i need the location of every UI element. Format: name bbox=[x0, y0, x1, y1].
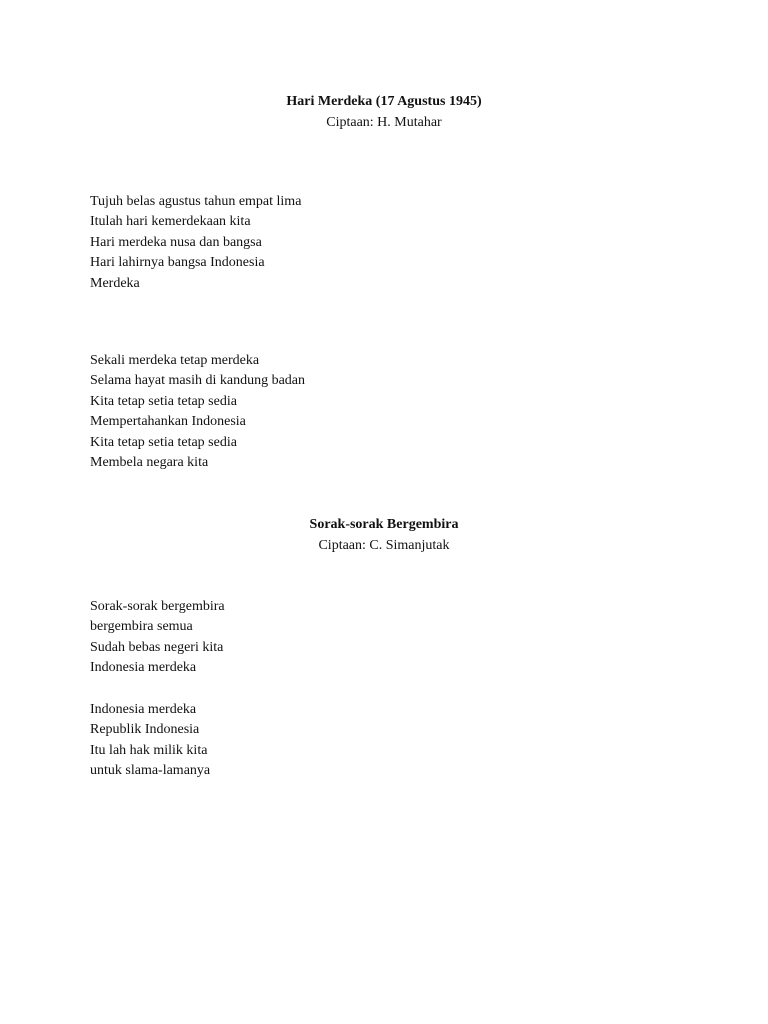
lyric-line: untuk slama-lamanya bbox=[90, 763, 211, 779]
lyric-line: Mempertahankan Indonesia bbox=[90, 414, 246, 430]
lyric-line: Republik Indonesia bbox=[90, 722, 200, 738]
lyric-line: Membela negara kita bbox=[90, 455, 209, 471]
stanza bbox=[90, 700, 690, 782]
stanza bbox=[90, 597, 690, 679]
song-author: Ciptaan: H. Mutahar bbox=[326, 115, 442, 130]
lyric-line: Selama hayat masih di kandung badan bbox=[90, 373, 305, 389]
song-author: Ciptaan: C. Simanjutak bbox=[318, 538, 450, 553]
lyric-line: Merdeka bbox=[90, 275, 140, 291]
stanza bbox=[90, 351, 690, 473]
stanza bbox=[90, 192, 690, 294]
lyric-line: Sorak-sorak bergembira bbox=[90, 599, 225, 614]
lyric-line: Hari merdeka nusa dan bangsa bbox=[90, 234, 262, 250]
lyric-line: Kita tetap setia tetap sedia bbox=[90, 434, 237, 450]
lyric-line: Tujuh belas agustus tahun empat lima bbox=[90, 194, 302, 209]
lyric-line: Indonesia merdeka bbox=[90, 660, 197, 676]
song-title: Hari Merdeka (17 Agustus 1945) bbox=[286, 94, 482, 109]
lyric-line: bergembira semua bbox=[90, 619, 193, 635]
lyric-line: Itu lah hak milik kita bbox=[90, 742, 208, 758]
lyric-line: Sekali merdeka tetap merdeka bbox=[90, 353, 260, 368]
song-title: Sorak-sorak Bergembira bbox=[309, 517, 459, 532]
lyric-line: Hari lahirnya bangsa Indonesia bbox=[90, 255, 265, 271]
lyric-line: Sudah bebas negeri kita bbox=[90, 639, 224, 655]
lyric-line: Indonesia merdeka bbox=[90, 702, 197, 717]
lyric-line: Kita tetap setia tetap sedia bbox=[90, 393, 237, 409]
lyric-line: Itulah hari kemerdekaan kita bbox=[90, 214, 251, 230]
